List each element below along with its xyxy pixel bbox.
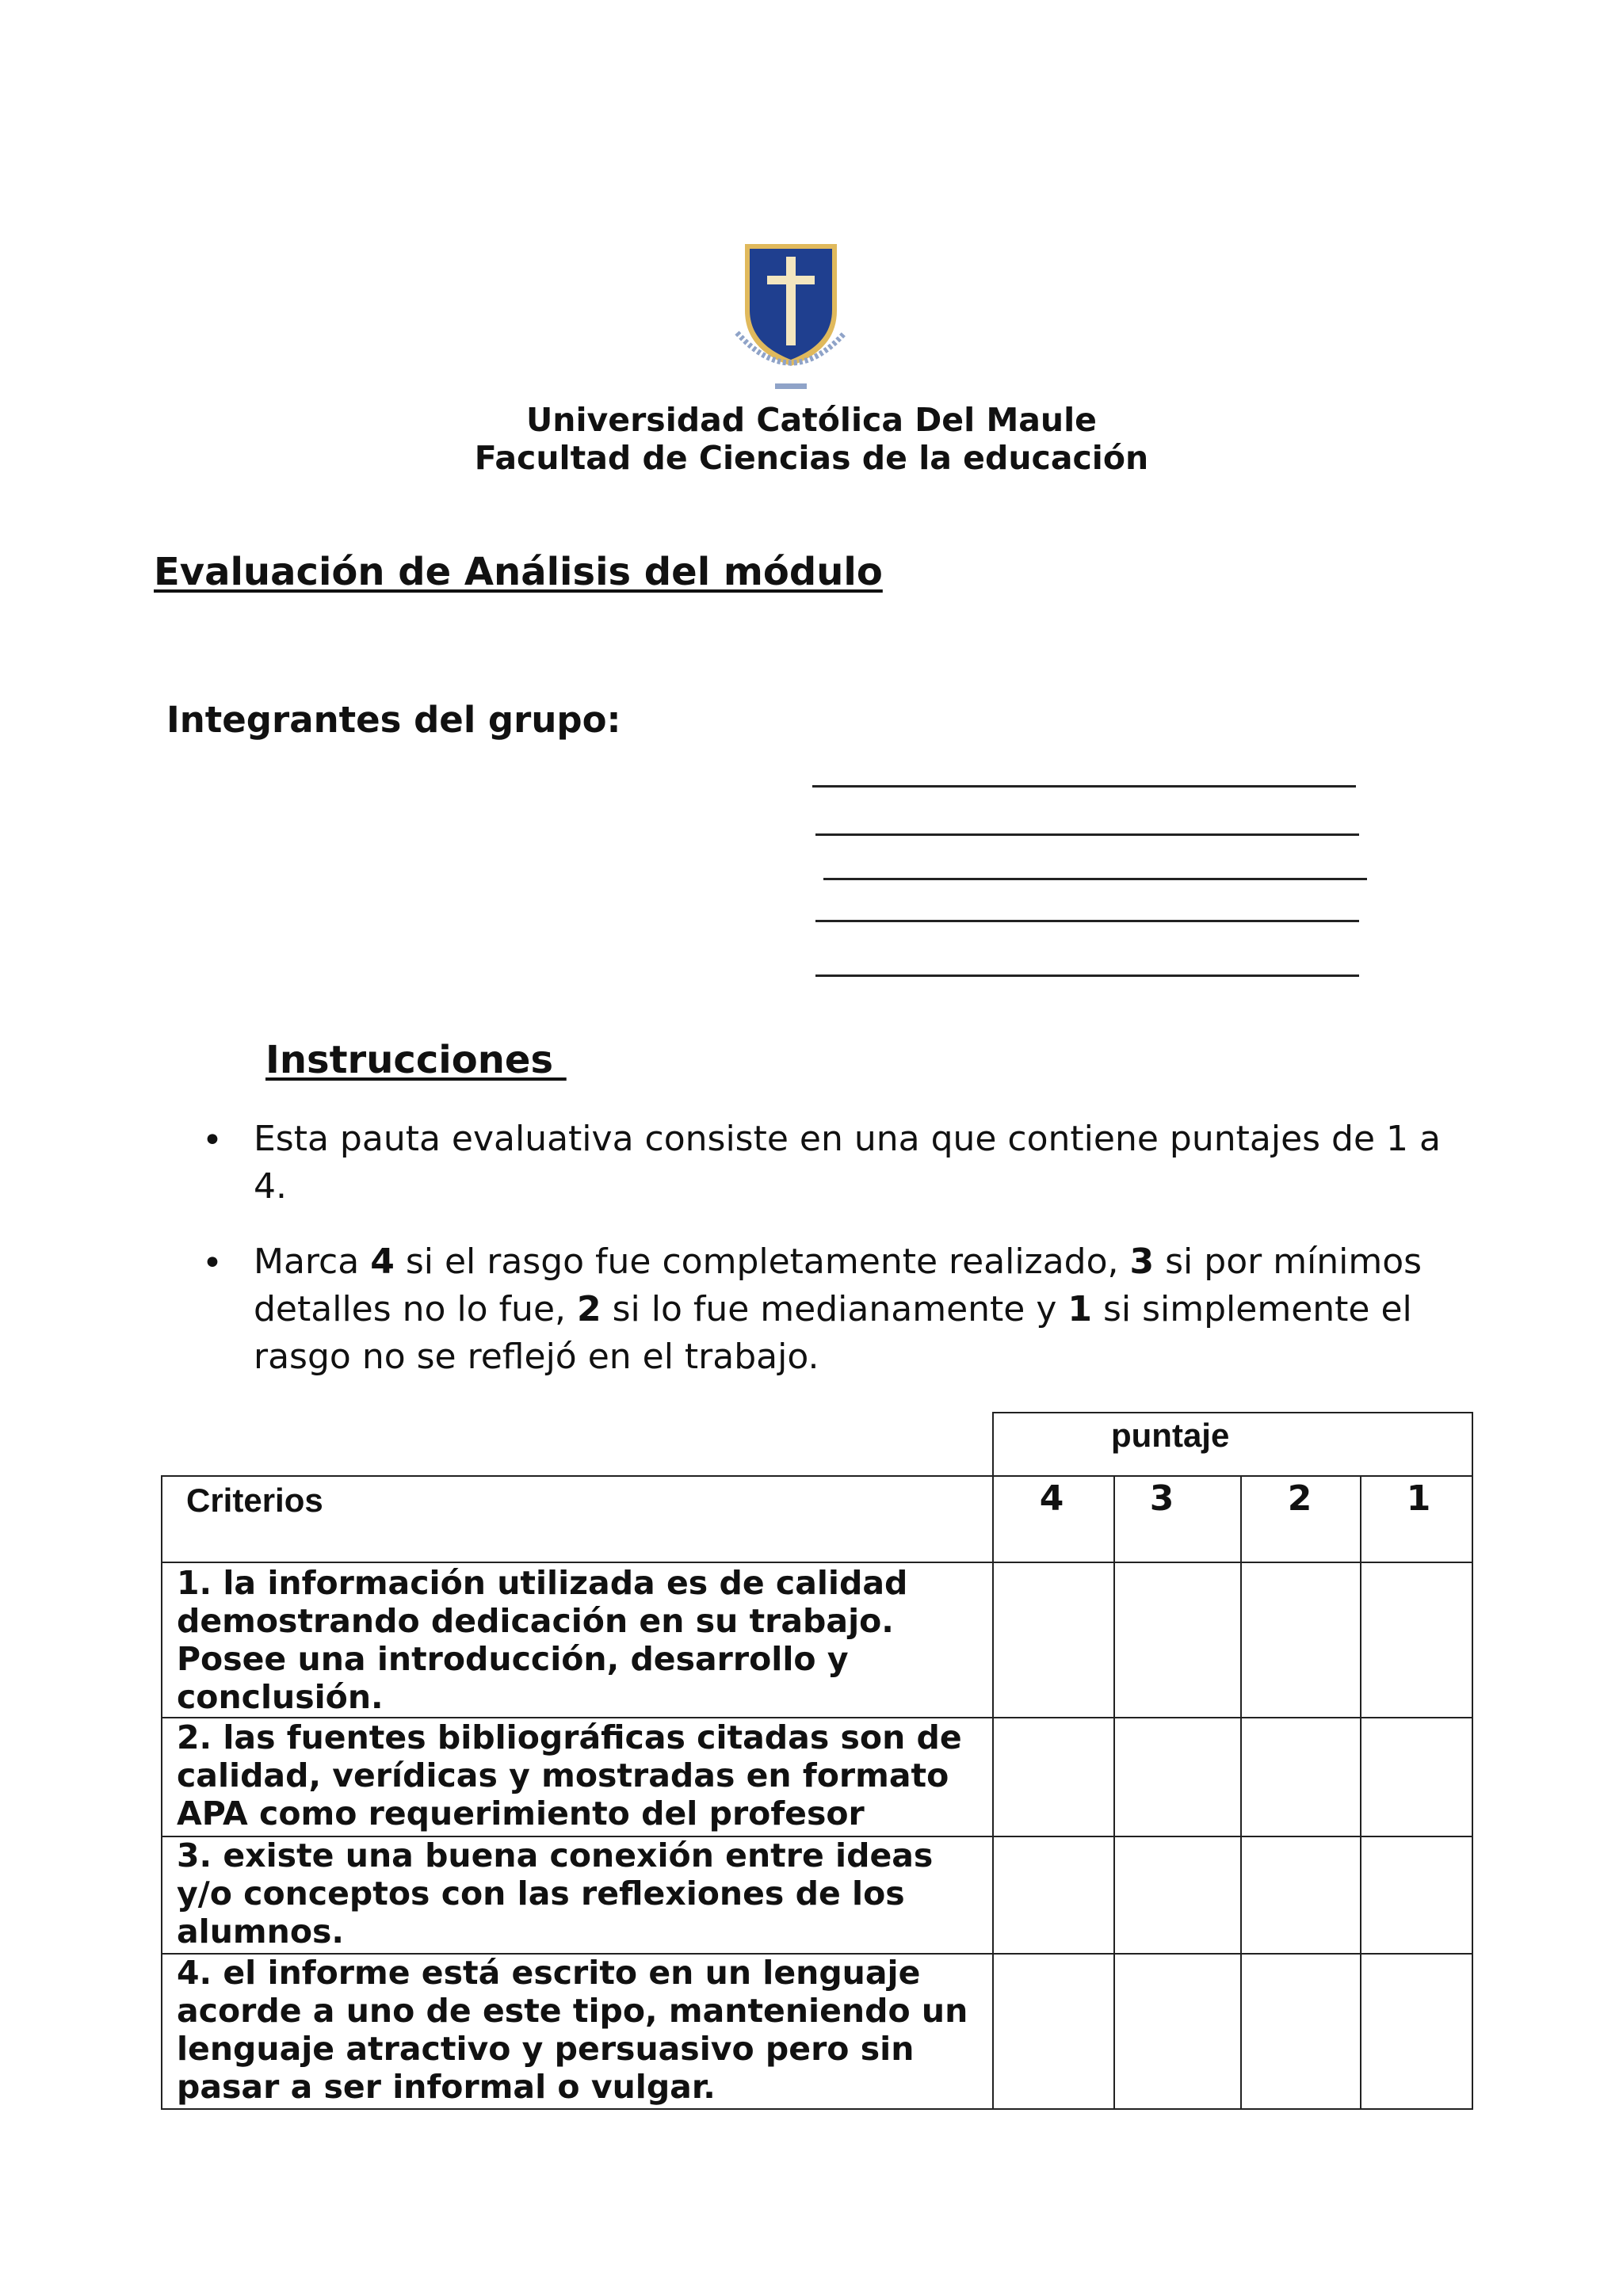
score-cell-r3-1[interactable]: [1361, 1837, 1471, 1952]
table-line: [1472, 1412, 1473, 2110]
score-cell-r2-2[interactable]: [1242, 1718, 1359, 1835]
score-cell-r2-4[interactable]: [994, 1718, 1113, 1835]
score-cell-r3-3[interactable]: [1115, 1837, 1239, 1952]
table-line: [161, 1475, 162, 2110]
bullet-1-dot: •: [202, 1120, 223, 1161]
university-logo: [727, 238, 854, 396]
score-cell-r3-4[interactable]: [994, 1837, 1113, 1952]
criterion-2-line: 2. las fuentes bibliográficas citadas son de: [177, 1718, 962, 1756]
criterion-2-line: APA como requerimiento del profesor: [177, 1794, 865, 1833]
score-cell-r4-2[interactable]: [1242, 1955, 1359, 2107]
score-header-2: 2: [1287, 1478, 1312, 1519]
bullet-1-line-1: Esta pauta evaluativa consiste en una que contiene puntajes de 1 a: [254, 1119, 1441, 1159]
score-header-3: 3: [1149, 1478, 1174, 1519]
score-cell-r1-4[interactable]: [994, 1563, 1113, 1716]
table-row: [177, 1718, 962, 1833]
table-row: [177, 1954, 968, 2106]
table-line: [161, 2108, 1473, 2110]
score-cell-r2-1[interactable]: [1361, 1718, 1471, 1835]
faculty-name: Facultad de Ciencias de la educación: [474, 439, 1149, 477]
table-row: [177, 1564, 907, 1716]
score-cell-r1-3[interactable]: [1115, 1563, 1239, 1716]
criterion-1-line: conclusión.: [177, 1678, 384, 1716]
bullet-2-dot: •: [202, 1243, 223, 1283]
score-cell-r4-3[interactable]: [1115, 1955, 1239, 2107]
score-header-1: 1: [1406, 1478, 1431, 1519]
criterion-1-line: 1. la información utilizada es de calidad: [177, 1564, 908, 1602]
bullet-2-line-2: detalles no lo fue, 2 si lo fue medianamente y 1 si simplemente el: [254, 1289, 1412, 1329]
criterion-3-line: 3. existe una buena conexión entre ideas: [177, 1836, 934, 1875]
bullet-2-line-3: rasgo no se reflejó en el trabajo.: [254, 1337, 819, 1377]
criteria-header: Criterios: [186, 1482, 323, 1519]
criterion-4-line: lenguaje atractivo y persuasivo pero sin: [177, 2030, 915, 2068]
criterion-1-line: demostrando dedicación en su trabajo.: [177, 1602, 894, 1640]
member-line-5: [815, 974, 1359, 977]
bullet-2-line-1: Marca 4 si el rasgo fue completamente realizado, 3 si por mínimos: [254, 1241, 1423, 1282]
university-name: Universidad Católica Del Maule: [526, 401, 1097, 439]
instructions-title: Instrucciones: [265, 1038, 567, 1082]
criterion-1-line: Posee una introducción, desarrollo y: [177, 1640, 849, 1678]
score-group-header: puntaje: [1111, 1417, 1230, 1454]
criterion-3-line: y/o conceptos con las reflexiones de los: [177, 1875, 905, 1913]
table-line: [992, 1412, 1473, 1413]
bullet-1-line-2: 4.: [254, 1166, 287, 1207]
score-header-4: 4: [1039, 1478, 1064, 1519]
table-line: [161, 1475, 1473, 1477]
criterion-4-line: pasar a ser informal o vulgar.: [177, 2068, 716, 2106]
members-label: Integrantes del grupo:: [166, 699, 621, 741]
member-line-3: [823, 878, 1367, 880]
member-line-1: [812, 785, 1356, 788]
score-cell-r3-2[interactable]: [1242, 1837, 1359, 1952]
criterion-2-line: calidad, verídicas y mostradas en formato: [177, 1756, 949, 1794]
score-cell-r4-4[interactable]: [994, 1955, 1113, 2107]
score-cell-r2-3[interactable]: [1115, 1718, 1239, 1835]
table-row: [177, 1836, 933, 1951]
score-cell-r1-2[interactable]: [1242, 1563, 1359, 1716]
score-cell-r1-1[interactable]: [1361, 1563, 1471, 1716]
criterion-3-line: alumnos.: [177, 1913, 344, 1951]
member-line-2: [815, 833, 1359, 836]
criterion-4-line: acorde a uno de este tipo, manteniendo un: [177, 1992, 968, 2030]
page-title: Evaluación de Análisis del módulo: [154, 550, 883, 594]
member-line-4: [815, 920, 1359, 922]
score-cell-r4-1[interactable]: [1361, 1955, 1471, 2107]
criterion-4-line: 4. el informe está escrito en un lenguaje: [177, 1954, 921, 1992]
